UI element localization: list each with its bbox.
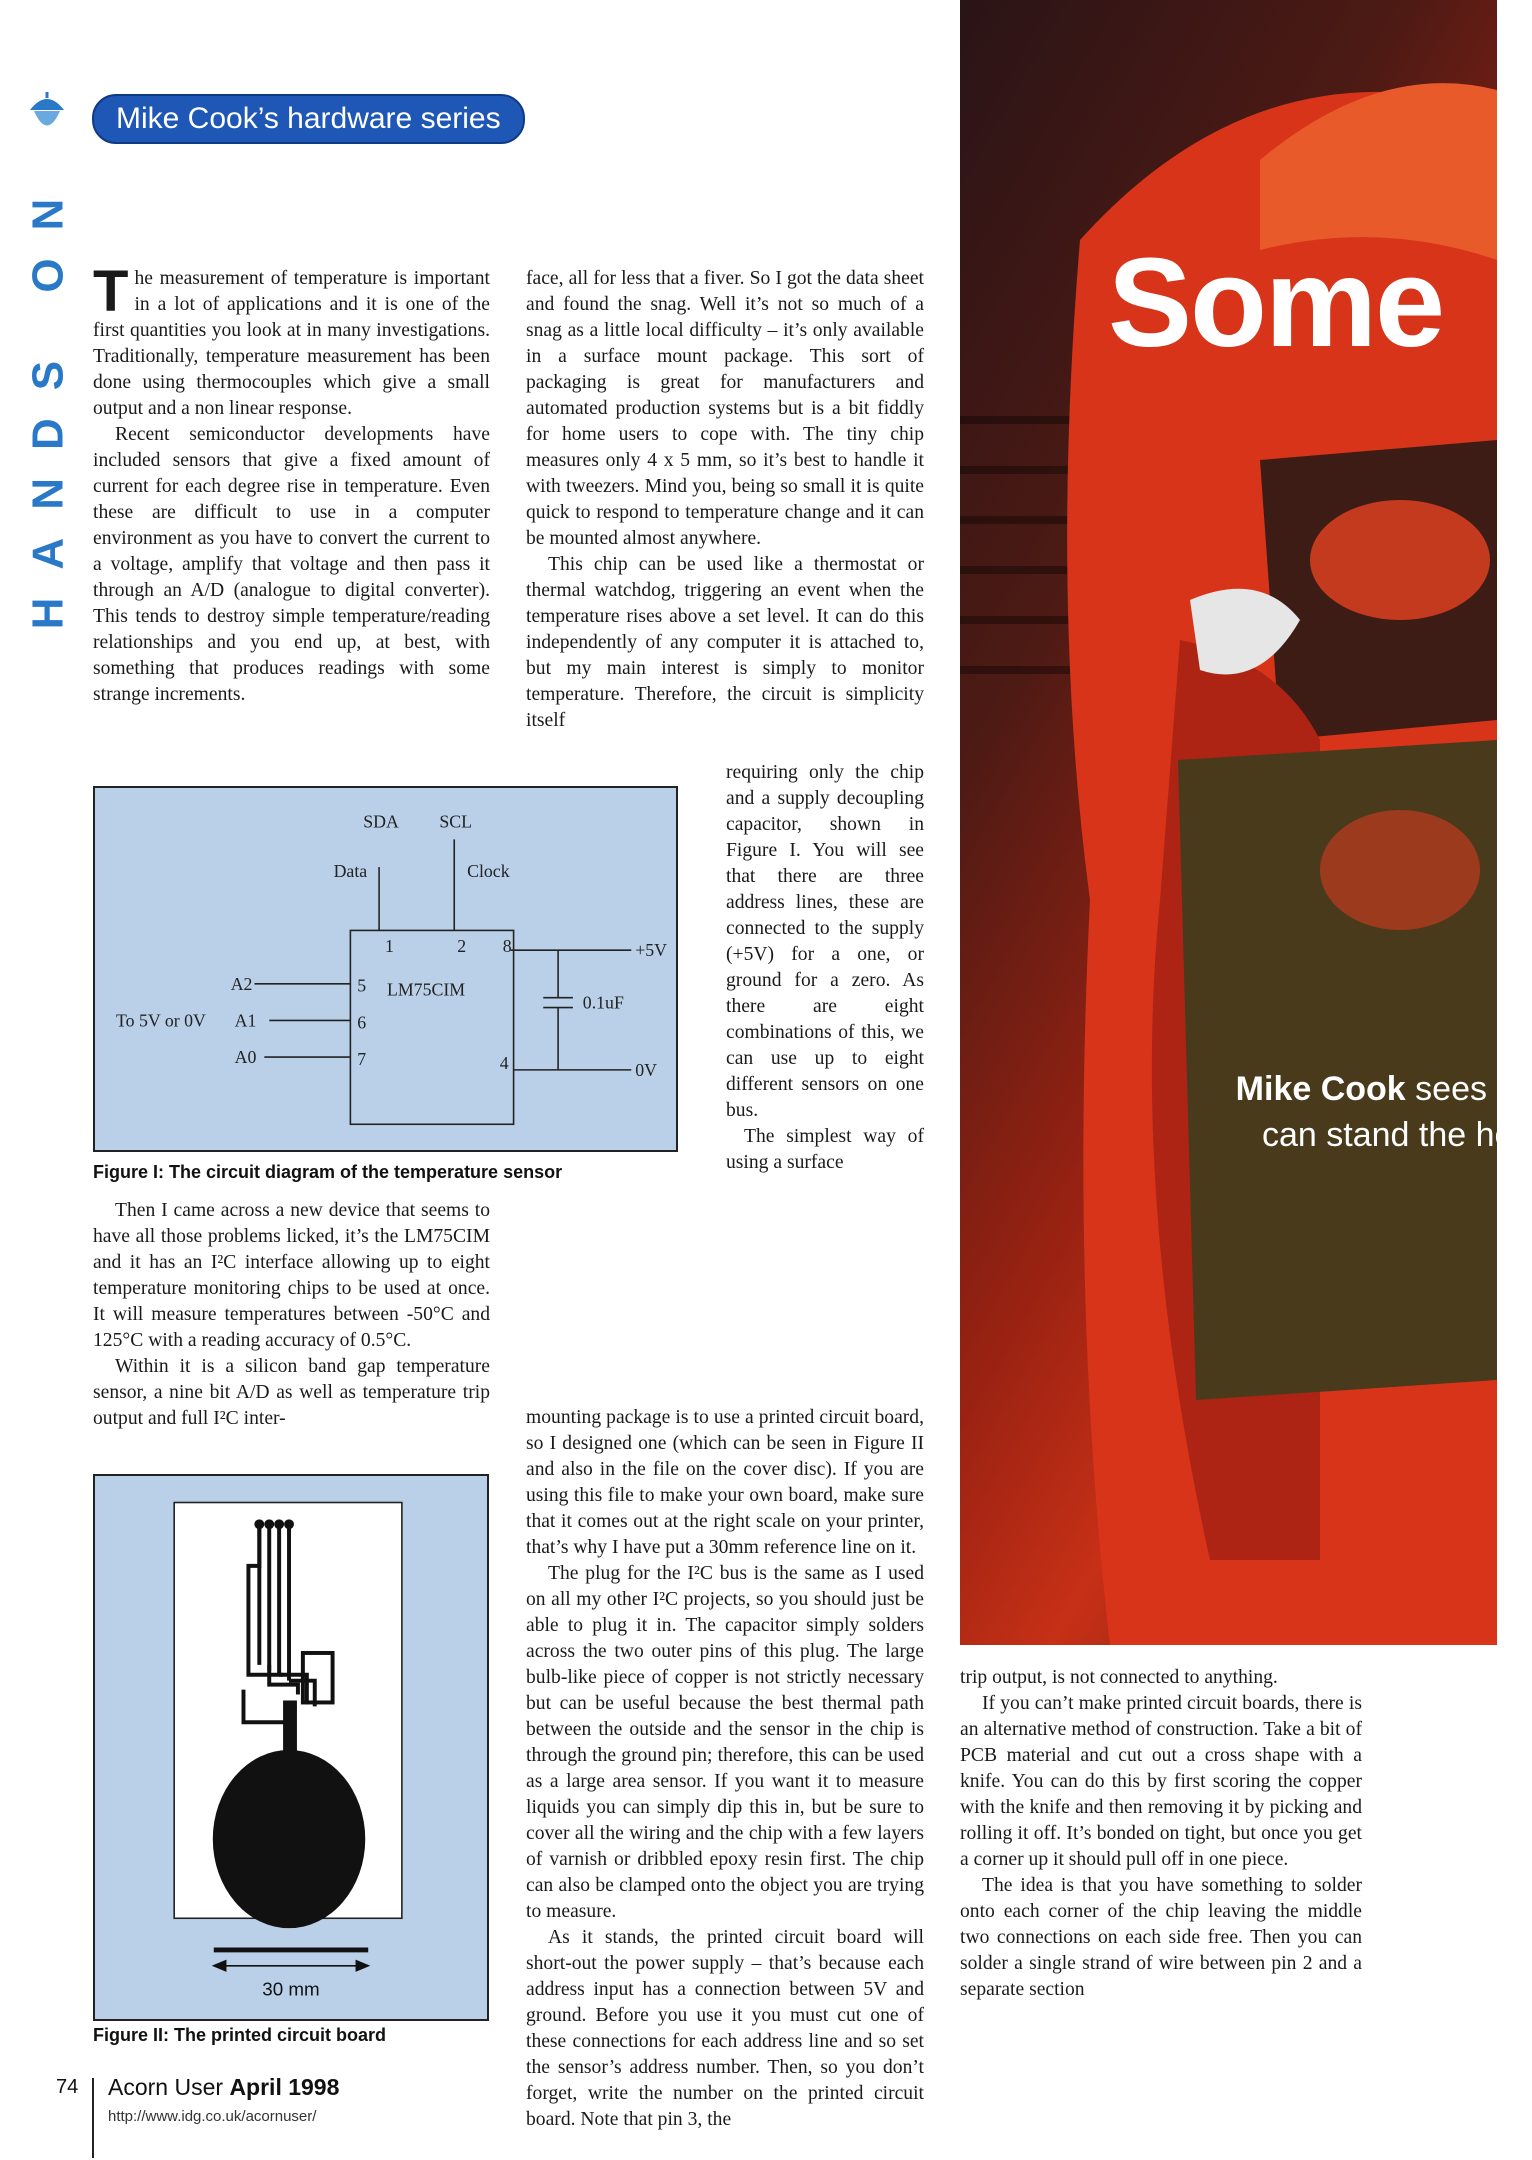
figure-2-caption: Figure II: The printed circuit board (93, 2025, 387, 2045)
body-paragraph: Within it is a silicon band gap temperature sensor, a nine bit A/D as well as temperature trip output and full I²C inter- (93, 1356, 490, 1429)
pin-1-label: 1 (385, 936, 394, 957)
pin-5-label: 5 (357, 975, 367, 996)
body-paragraph: mounting package is to use a printed circuit board, so I designed one (which can be seen in Figure II and also in the file on the cover disc). If you are using this file to make your own board, make sure that it comes out at the right scale on your printer, that’s why I have put a 30mm reference line on it. (526, 1407, 924, 1558)
pin-6-label: 6 (357, 1012, 367, 1033)
clock-label: Clock (467, 861, 510, 882)
body-paragraph: requiring only the chip and a supply decoupling capacitor, shown in Figure I. You will see that there are three address lines, these are connected to the supply (+5V) for a one, or ground for a zero. As there are eight combinations of this, we can use up to eight different sensors on one bus. (726, 762, 924, 1121)
scale-bar-label: 30 mm (262, 1978, 320, 2000)
figure-1-circuit-diagram (93, 786, 678, 1152)
intro-paragraph: The measurement of temperature is important in a lot of applications and it is one of the first quantities you look at in many investigations. Traditionally, temperature measurement has been done using thermocouples which give a small output and a non linear response. (93, 259, 490, 419)
drop-cap: T (93, 259, 129, 324)
body-paragraph: face, all for less that a fiver. So I got the data sheet and found the snag. Well it’s not so much of a snag as a little local difficulty – it’s only available in a surface mount package. This sort of packaging is great for manufacturers and automated production systems but is a bit fiddly for home users to cope with. The tiny chip measures only 4 x 5 mm, so it’s best to handle it with tweezers. Mind you, being so small it is quite quick to respond to temperature change and it can be mounted almost anywhere. (526, 268, 924, 549)
pin-2-label: 2 (457, 936, 467, 957)
column-1-bottom (93, 1198, 490, 1432)
article-standfirst: Mike Cook sees if I can stand the hea (1235, 1070, 1532, 1154)
column-3 (960, 1665, 1362, 2003)
a1-label: A1 (234, 1010, 257, 1031)
body-paragraph: The simplest way of using a surface (726, 1126, 924, 1173)
article-title: Some (1108, 232, 1444, 373)
pin-7-label: 7 (357, 1048, 367, 1069)
chip-name: LM75CIM (386, 979, 466, 1000)
page-number: 74 (56, 2076, 79, 2098)
figure-1-caption: Figure I: The circuit diagram of the temperature sensor (93, 1162, 563, 1182)
body-paragraph: Recent semiconductor developments have included sensors that give a fixed amount of current for each degree rise in temperature. Even these are difficult to use in a computer environment as you have to convert the current to a voltage, amplify that voltage and then pass it through an A/D (analogue to digital converter). This tends to destroy simple temperature/reading relationships and you end up, at best, with something that produces readings with some strange increments. (93, 424, 490, 705)
column-2-bottom (526, 1405, 924, 2133)
address-supply-label: To 5V or 0V (115, 1010, 206, 1031)
body-paragraph: As it stands, the printed circuit board will short-out the power supply – that’s because each address input has a connection between 5V and ground. Before you use it you must cut one of these connections for each address line and so set the sensor’s address number. Then, so you don’t forget, write the number on the printed circuit board. Note that pin 3, the (526, 1927, 924, 2130)
pin-4-label: 4 (499, 1052, 509, 1073)
body-paragraph: This chip can be used like a thermostat or thermal watchdog, triggering an event when the temperature rises above a set level. It can do this independently of any computer it is attached to, but my main interest is simply to monitor temperature. Therefore, the circuit is simplicity itself (526, 554, 924, 731)
section-label: HANDS ON (23, 170, 72, 630)
zero-volt-label: 0V (635, 1059, 658, 1080)
scl-label: SCL (439, 811, 473, 832)
sda-label: SDA (363, 811, 399, 832)
magazine-masthead: Acorn User April 1998 (108, 2074, 340, 2100)
a0-label: A0 (234, 1046, 257, 1067)
capacitor-label: 0.1uF (582, 992, 624, 1013)
body-paragraph: The plug for the I²C bus is the same as I used on all my other I²C projects, so you should just be able to plug it in. The capacitor simply solders across the two outer pins of this plug. The large bulb-like piece of copper is not strictly necessary but can be useful because the best thermal path between the outside and the sensor in the chip is through the ground pin; therefore, this can be used as a large area sensor. If you want it to measure liquids you can simply dip this in, but be sure to cover all the wiring and the chip with a few layers of varnish or dribbled epoxy resin first. The chip can also be clamped onto the object you are trying to measure. (526, 1563, 924, 1922)
footer-divider (92, 2078, 94, 2158)
column-2-top (526, 266, 924, 734)
hero-photo (960, 0, 1532, 1645)
body-paragraph: If you can’t make printed circuit boards, there is an alternative method of construction. Take a bit of PCB material and cut out a cross shape with a knife. You can do this by first scoring the copper with the knife and then removing it by picking and rolling it off. It’s bonded on tight, but once you get a corner up it should pull off in one piece. (960, 1693, 1362, 1870)
body-paragraph: trip output, is not connected to anything. (960, 1667, 1278, 1688)
column-1-top (93, 259, 490, 708)
plus-5v-label: +5V (635, 940, 668, 961)
body-paragraph: Then I came across a new device that seems to have all those problems licked, it’s the LM75CIM and it has an I²C interface allowing up to eight temperature monitoring chips to be used at once. It will measure temperatures between -50°C and 125°C with a reading accuracy of 0.5°C. (93, 1200, 490, 1351)
acorn-logo-icon (26, 90, 68, 138)
figure-2-pcb-layout (93, 1474, 489, 2021)
author-name: Mike Cook (1235, 1070, 1406, 1108)
column-2-wrap (726, 760, 924, 1176)
a2-label: A2 (230, 973, 253, 994)
magazine-url: http://www.idg.co.uk/acornuser/ (108, 2108, 317, 2125)
pin-8-label: 8 (502, 936, 512, 957)
body-paragraph: The idea is that you have something to solder onto each corner of the chip leaving the middle two connections on each side free. Then you can solder a single strand of wire between pin 2 and a separate section (960, 1875, 1362, 2000)
series-banner: Mike Cook’s hardware series (92, 94, 525, 144)
data-label: Data (333, 861, 368, 882)
